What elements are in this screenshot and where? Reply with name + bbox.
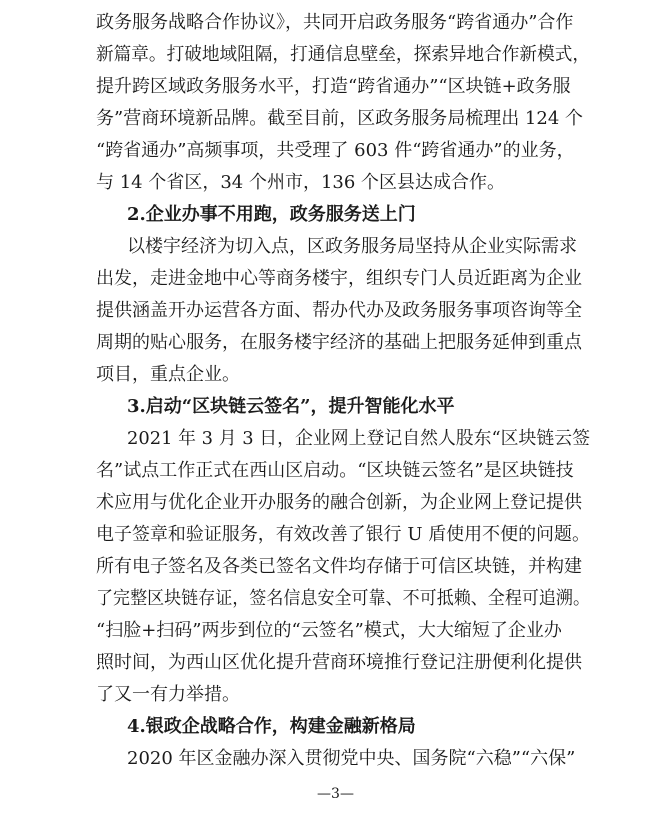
paragraph-3-line <box>0 550 671 584</box>
paragraph-2-line <box>0 326 671 360</box>
paragraph-3-line-text: 了又一有力举措。 <box>96 684 240 705</box>
paragraph-3-line-text: 电子签章和验证服务，有效改善了银行 U 盾使用不便的问题。 <box>96 524 590 545</box>
paragraph-3-line-text: 2021 年 3 月 3 日，企业网上登记自然人股东“区块链云签 <box>127 428 590 449</box>
paragraph-1-line <box>0 102 671 136</box>
paragraph-3-line <box>0 614 671 648</box>
paragraph-2-line-text: 以楼宇经济为切入点，区政务服务局坚持从企业实际需求 <box>127 236 577 257</box>
page-number: —3— <box>317 786 354 802</box>
paragraph-2-line-text: 提供涵盖开办运营各方面、帮办代办及政务服务事项咨询等全 <box>96 300 582 321</box>
paragraph-1-line <box>0 6 671 40</box>
section-heading-3-text: 3.启动“区块链云签名”，提升智能化水平 <box>127 396 455 417</box>
paragraph-3-line <box>0 486 671 520</box>
paragraph-1-line <box>0 70 671 104</box>
paragraph-3-line <box>0 518 671 552</box>
paragraph-3-line-text: 名”试点工作正式在西山区启动。“区块链云签名”是区块链技 <box>96 460 574 481</box>
paragraph-2-line <box>0 230 671 264</box>
paragraph-3-line <box>0 582 671 616</box>
paragraph-2-line <box>0 294 671 328</box>
section-heading-4 <box>0 710 671 744</box>
paragraph-1-line <box>0 166 671 200</box>
paragraph-2-line <box>0 262 671 296</box>
section-heading-3 <box>0 390 671 424</box>
paragraph-1-line-text: 政务服务战略合作协议》，共同开启政务服务“跨省通办”合作 <box>96 12 574 33</box>
paragraph-3-line-text: 照时间，为西山区优化提升营商环境推行登记注册便利化提供 <box>96 652 582 673</box>
paragraph-3-line <box>0 678 671 712</box>
section-heading-2 <box>0 198 671 232</box>
paragraph-3-line-text: “扫脸+扫码”两步到位的“云签名”模式，大大缩短了企业办 <box>96 620 562 641</box>
section-heading-4-text: 4.银政企战略合作，构建金融新格局 <box>127 716 416 737</box>
paragraph-2-line-text: 周期的贴心服务，在服务楼宇经济的基础上把服务延伸到重点 <box>96 332 582 353</box>
paragraph-3-line <box>0 454 671 488</box>
paragraph-1-line <box>0 134 671 168</box>
paragraph-1-line-text: 与 14 个省区，34 个州市，136 个区县达成合作。 <box>96 172 506 193</box>
paragraph-2-line-text: 出发，走进金地中心等商务楼宇，组织专门人员近距离为企业 <box>96 268 582 289</box>
paragraph-3-line-text: 术应用与优化企业开办服务的融合创新，为企业网上登记提供 <box>96 492 582 513</box>
paragraph-3-line <box>0 422 671 456</box>
paragraph-2-line-text: 项目，重点企业。 <box>96 364 240 385</box>
paragraph-3-line-text: 了完整区块链存证，签名信息安全可靠、不可抵赖、全程可追溯。 <box>96 588 590 609</box>
paragraph-1-line-text: 提升跨区域政务服务水平，打造“跨省通办”“区块链+政务服 <box>96 76 571 97</box>
paragraph-1-line <box>0 38 671 72</box>
paragraph-4-line <box>0 742 671 776</box>
paragraph-1-line-text: 新篇章。打破地域阻隔，打通信息壁垒，探索异地合作新模式， <box>96 44 590 65</box>
paragraph-1-line-text: 务”营商环境新品牌。截至目前，区政务服务局梳理出 124 个 <box>96 108 583 129</box>
paragraph-1-line-text: “跨省通办”高频事项，共受理了 603 件“跨省通办”的业务， <box>96 140 575 161</box>
paragraph-4-line-text: 2020 年区金融办深入贯彻党中央、国务院“六稳”“六保” <box>127 748 576 769</box>
paragraph-2-line <box>0 358 671 392</box>
paragraph-3-line <box>0 646 671 680</box>
paragraph-3-line-text: 所有电子签名及各类已签名文件均存储于可信区块链，并构建 <box>96 556 582 577</box>
section-heading-2-text: 2.企业办事不用跑，政务服务送上门 <box>127 204 416 225</box>
